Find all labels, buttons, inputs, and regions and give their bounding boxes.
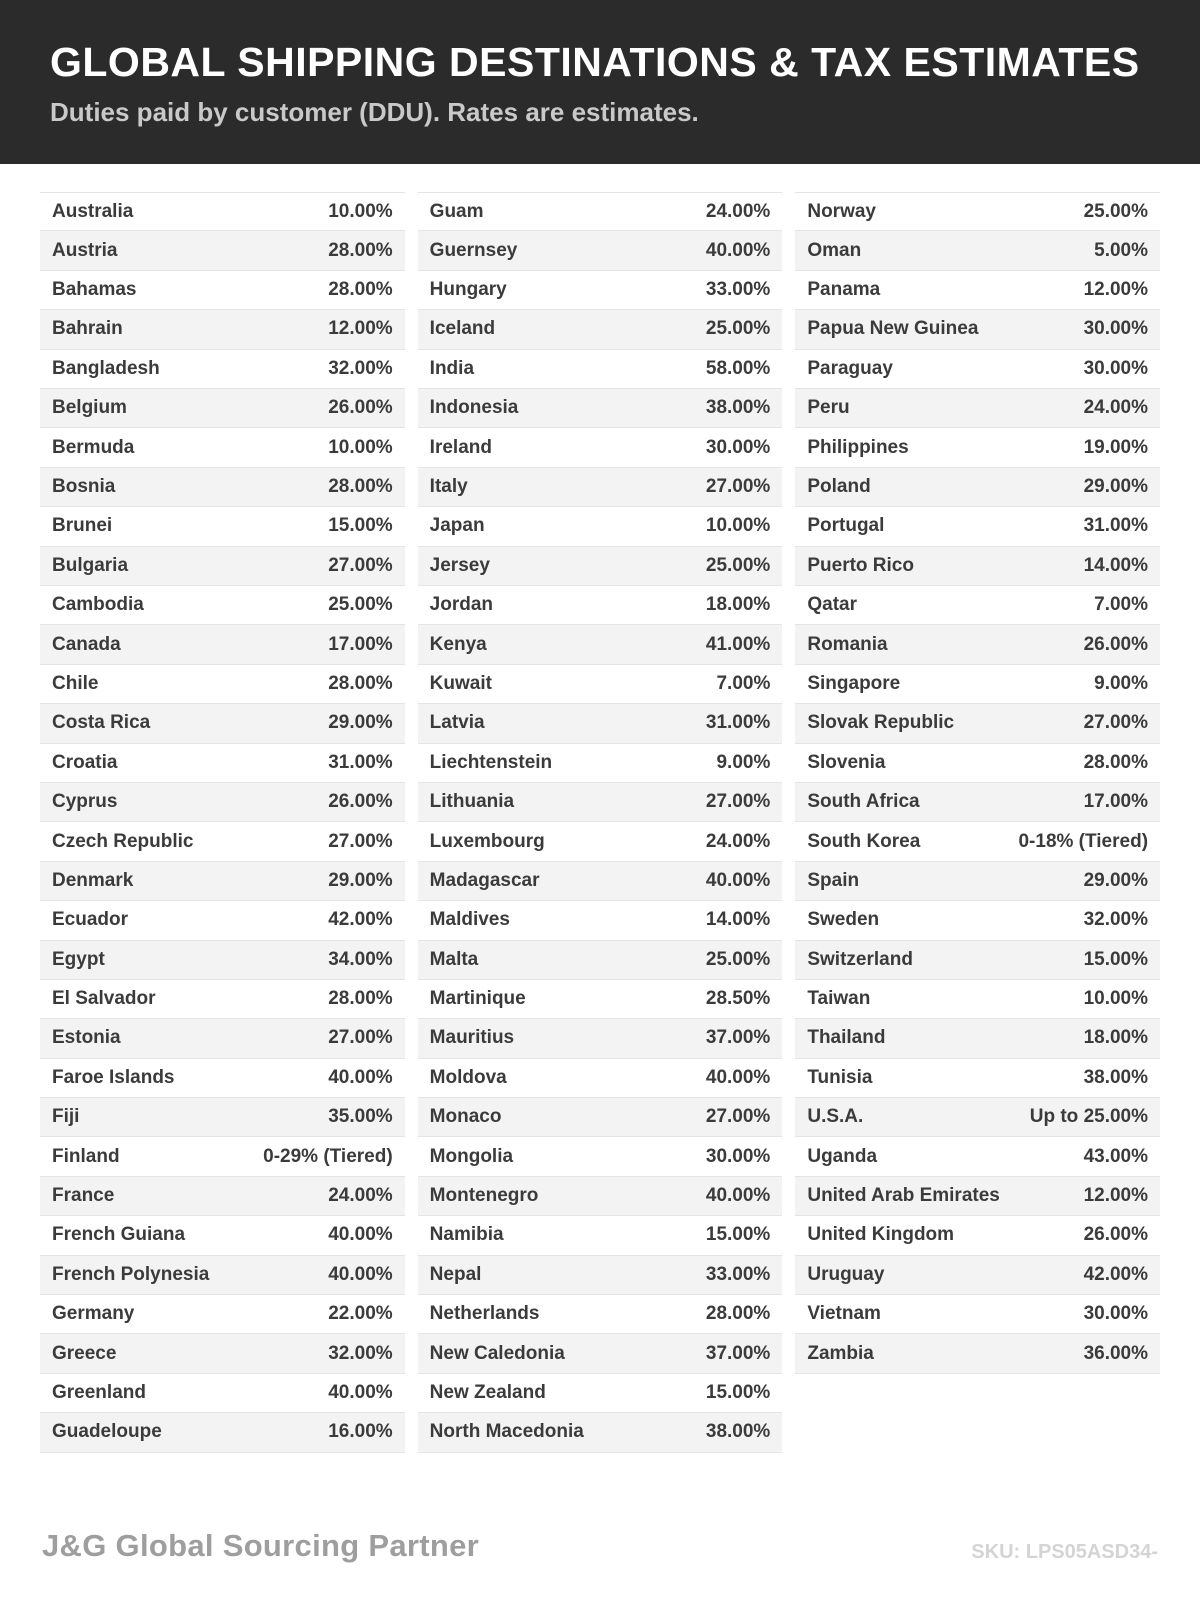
table-row [418, 271, 783, 310]
table-row [418, 1177, 783, 1216]
tax-rate: 27.00% [328, 554, 393, 576]
country-name: Ireland [429, 436, 492, 458]
tax-rate: 41.00% [705, 633, 771, 655]
tax-rate: 27.00% [705, 1106, 771, 1128]
tax-rate: 26.00% [328, 397, 393, 419]
tax-rate: 12.00% [328, 318, 393, 340]
table-row [418, 783, 783, 822]
country-name: Latvia [429, 712, 485, 734]
country-name: Japan [429, 515, 485, 537]
tax-rate: 42.00% [328, 909, 393, 931]
country-name: Jersey [429, 554, 490, 576]
country-name: Norway [807, 200, 876, 222]
country-name: Oman [807, 239, 862, 261]
country-name: Switzerland [807, 948, 913, 970]
tax-rate: 38.00% [705, 397, 771, 419]
table-row [40, 1059, 405, 1098]
table-row [418, 1413, 783, 1452]
tax-rate: 32.00% [328, 1342, 393, 1364]
table-row [418, 350, 783, 389]
table-row [40, 507, 405, 546]
country-name: Montenegro [429, 1185, 539, 1207]
country-name: Uruguay [807, 1263, 885, 1285]
tax-rate: 15.00% [705, 1382, 771, 1403]
tax-rate: 40.00% [328, 1263, 393, 1285]
tax-rate: 15.00% [705, 1224, 771, 1246]
table-row [795, 428, 1160, 467]
table-row [418, 468, 783, 507]
country-name: Tunisia [807, 1066, 873, 1088]
table-row [40, 389, 405, 428]
table-row [795, 980, 1160, 1019]
tax-rate: 7.00% [1094, 594, 1149, 616]
tax-rate: 19.00% [1083, 436, 1149, 458]
tax-rate: 25.00% [705, 948, 771, 970]
country-name: Chile [52, 672, 99, 694]
tax-rate: 42.00% [1083, 1263, 1149, 1285]
tax-rate: 40.00% [328, 1066, 393, 1088]
table-row [418, 1019, 783, 1058]
country-name: Cyprus [52, 791, 118, 813]
table-row [418, 428, 783, 467]
country-name: Singapore [807, 672, 901, 694]
tax-rate: 14.00% [1083, 554, 1149, 576]
tax-rate: 0-29% (Tiered) [263, 1145, 393, 1167]
country-name: South Africa [807, 791, 920, 813]
tax-rate: 30.00% [1083, 318, 1149, 340]
table-row [418, 822, 783, 861]
country-name: Costa Rica [52, 712, 151, 734]
tax-rate: 28.00% [328, 672, 393, 694]
tax-rate: 27.00% [705, 476, 771, 498]
table-row [40, 1256, 405, 1295]
table-row [795, 665, 1160, 704]
table-row [418, 1256, 783, 1295]
table-row [40, 665, 405, 704]
table-row [795, 941, 1160, 980]
tax-rate: 27.00% [328, 1027, 393, 1049]
country-name: Taiwan [807, 988, 871, 1010]
table-row [418, 547, 783, 586]
country-name: Moldova [429, 1066, 507, 1088]
table-row [40, 231, 405, 270]
table-row [418, 586, 783, 625]
table-row [40, 350, 405, 389]
tax-rate: 26.00% [1083, 1224, 1149, 1246]
tax-rate: 25.00% [705, 554, 771, 576]
country-name: Hungary [429, 279, 507, 301]
country-name: United Arab Emirates [807, 1185, 1000, 1207]
country-name: Denmark [52, 869, 134, 891]
table-row [418, 1059, 783, 1098]
country-name: Namibia [429, 1224, 504, 1246]
country-name: Bangladesh [52, 357, 160, 379]
table-row [40, 310, 405, 349]
country-name: El Salvador [52, 988, 156, 1010]
tax-rate: 17.00% [328, 633, 393, 655]
table-row [418, 704, 783, 743]
country-name: Germany [52, 1303, 135, 1325]
country-name: Cambodia [52, 594, 144, 616]
country-name: Uganda [807, 1145, 878, 1167]
tax-rate: 28.50% [705, 988, 771, 1010]
country-name: Egypt [52, 948, 105, 970]
tax-rate: 18.00% [705, 594, 771, 616]
country-name: Brunei [52, 515, 113, 537]
country-name: Slovak Republic [807, 712, 955, 734]
table-row [418, 1098, 783, 1137]
tax-rate: 28.00% [705, 1303, 771, 1325]
tax-rate: 10.00% [1083, 988, 1149, 1010]
country-name: Spain [807, 869, 860, 891]
table-row [795, 822, 1160, 861]
country-name: Iceland [429, 318, 496, 340]
tax-rate: 10.00% [328, 200, 393, 222]
sku-label: SKU: LPS05ASD34- [971, 1541, 1158, 1563]
tax-rate: 24.00% [705, 200, 771, 222]
tax-rate: 40.00% [328, 1224, 393, 1246]
tax-rate: 12.00% [1083, 1185, 1149, 1207]
tax-rate: 28.00% [328, 476, 393, 498]
country-name: Philippines [807, 436, 909, 458]
table-row [795, 704, 1160, 743]
tax-rate: 30.00% [705, 1145, 771, 1167]
country-name: Thailand [807, 1027, 886, 1049]
table-row [40, 822, 405, 861]
tax-rate: 24.00% [328, 1185, 393, 1207]
country-name: Guernsey [429, 239, 518, 261]
table-row [418, 941, 783, 980]
tax-rate: 31.00% [705, 712, 771, 734]
country-name: France [52, 1185, 115, 1207]
tax-rate: 24.00% [705, 830, 771, 852]
table-row [418, 744, 783, 783]
country-name: Qatar [807, 594, 857, 616]
table-row [795, 271, 1160, 310]
table-row [418, 1137, 783, 1176]
tax-rate: Up to 25.00% [1029, 1106, 1149, 1128]
tax-rate: 29.00% [328, 712, 393, 734]
table-row [795, 783, 1160, 822]
table-row [40, 783, 405, 822]
country-name: New Caledonia [429, 1342, 565, 1364]
country-name: Malta [429, 948, 479, 970]
table-row [40, 941, 405, 980]
country-name: Slovenia [807, 751, 886, 773]
tax-rate: 29.00% [1083, 476, 1149, 498]
table-row [795, 1216, 1160, 1255]
tax-rate: 28.00% [328, 988, 393, 1010]
rate-column [40, 192, 405, 1453]
tax-rate: 40.00% [705, 1066, 771, 1088]
country-name: French Guiana [52, 1224, 186, 1246]
country-name: United Kingdom [807, 1224, 955, 1246]
country-name: Maldives [429, 909, 510, 931]
country-name: North Macedonia [429, 1421, 584, 1443]
country-name: Puerto Rico [807, 554, 914, 576]
table-row [795, 468, 1160, 507]
country-name: Mauritius [429, 1027, 515, 1049]
tax-rate: 34.00% [328, 948, 393, 970]
tax-rate: 27.00% [705, 791, 771, 813]
table-row [40, 980, 405, 1019]
table-row [795, 1019, 1160, 1058]
table-row [418, 665, 783, 704]
table-row [795, 1098, 1160, 1137]
country-name: Kuwait [429, 672, 492, 694]
tax-rate: 28.00% [328, 279, 393, 301]
tax-rate: 9.00% [716, 751, 771, 773]
table-row [40, 862, 405, 901]
table-row [40, 901, 405, 940]
country-name: Zambia [807, 1342, 874, 1364]
country-name: Greece [52, 1342, 117, 1364]
country-name: Fiji [52, 1106, 80, 1128]
country-name: Madagascar [429, 869, 540, 891]
tax-rate: 32.00% [328, 357, 393, 379]
table-row [795, 1256, 1160, 1295]
table-row [795, 1295, 1160, 1334]
tax-rate: 28.00% [1083, 751, 1149, 773]
tax-rate: 27.00% [1083, 712, 1149, 734]
country-name: Mongolia [429, 1145, 514, 1167]
table-row [40, 1019, 405, 1058]
table-row [40, 1374, 405, 1413]
tax-rate: 31.00% [1083, 515, 1149, 537]
table-row [418, 625, 783, 664]
table-row [795, 901, 1160, 940]
tax-rate: 7.00% [716, 672, 771, 694]
table-row [418, 192, 783, 231]
country-name: Martinique [429, 988, 526, 1010]
country-name: Netherlands [429, 1303, 540, 1325]
table-row [795, 350, 1160, 389]
country-name: Italy [429, 476, 468, 498]
table-row [418, 389, 783, 428]
table-row [795, 507, 1160, 546]
tax-rate: 25.00% [328, 594, 393, 616]
country-name: New Zealand [429, 1382, 546, 1403]
country-name: Peru [807, 397, 850, 419]
tax-rate: 14.00% [705, 909, 771, 931]
country-name: Paraguay [807, 357, 893, 379]
country-name: Monaco [429, 1106, 502, 1128]
table-row [40, 1137, 405, 1176]
tax-rate: 40.00% [705, 1185, 771, 1207]
table-row [40, 744, 405, 783]
table-row [418, 1374, 783, 1413]
tax-rate: 29.00% [328, 869, 393, 891]
table-row [418, 310, 783, 349]
tax-rate: 38.00% [705, 1421, 771, 1443]
tax-rate: 33.00% [705, 279, 771, 301]
table-row [40, 271, 405, 310]
tax-rate: 15.00% [328, 515, 393, 537]
tax-rate: 0-18% (Tiered) [1018, 830, 1149, 852]
tax-rate: 31.00% [328, 751, 393, 773]
tax-rate: 24.00% [1083, 397, 1149, 419]
tax-rate: 43.00% [1083, 1145, 1149, 1167]
tax-rate: 32.00% [1083, 909, 1149, 931]
table-row [40, 1177, 405, 1216]
table-row [418, 901, 783, 940]
table-row [40, 428, 405, 467]
country-name: Sweden [807, 909, 880, 931]
country-name: Bahamas [52, 279, 137, 301]
tax-rate: 17.00% [1083, 791, 1149, 813]
table-row [795, 547, 1160, 586]
table-row [418, 507, 783, 546]
table-row [40, 547, 405, 586]
table-row [795, 744, 1160, 783]
country-name: Bermuda [52, 436, 135, 458]
tax-rate: 18.00% [1083, 1027, 1149, 1049]
rate-column [795, 192, 1160, 1374]
page-header [0, 0, 1200, 164]
tax-rate: 40.00% [705, 239, 771, 261]
table-row [795, 1334, 1160, 1373]
table-row [40, 192, 405, 231]
table-row [418, 862, 783, 901]
tax-rate: 30.00% [1083, 1303, 1149, 1325]
tax-rate: 30.00% [705, 436, 771, 458]
country-name: Kenya [429, 633, 487, 655]
table-row [795, 1177, 1160, 1216]
country-name: South Korea [807, 830, 921, 852]
country-name: Panama [807, 279, 881, 301]
table-row [795, 310, 1160, 349]
tax-rate: 27.00% [328, 830, 393, 852]
tax-rate: 22.00% [328, 1303, 393, 1325]
table-row [795, 231, 1160, 270]
country-name: Bosnia [52, 476, 116, 498]
tax-rate: 26.00% [328, 791, 393, 813]
rates-table [0, 164, 1200, 1453]
table-row [418, 231, 783, 270]
country-name: Nepal [429, 1263, 482, 1285]
tax-rate: 33.00% [705, 1263, 771, 1285]
tax-rate: 15.00% [1083, 948, 1149, 970]
page-subtitle: Duties paid by customer (DDU). Rates are estimates. [50, 97, 699, 128]
rate-column [418, 192, 783, 1453]
country-name: Jordan [429, 594, 494, 616]
tax-rate: 12.00% [1083, 279, 1149, 301]
country-name: Australia [52, 200, 134, 222]
country-name: Greenland [52, 1382, 146, 1403]
country-name: Luxembourg [429, 830, 545, 852]
table-row [795, 862, 1160, 901]
table-row [418, 980, 783, 1019]
country-name: French Polynesia [52, 1263, 210, 1285]
table-row [418, 1295, 783, 1334]
tax-rate: 37.00% [705, 1027, 771, 1049]
country-name: Finland [52, 1145, 120, 1167]
country-name: Austria [52, 239, 118, 261]
tax-rate: 40.00% [328, 1382, 393, 1403]
page-footer [0, 1528, 1200, 1600]
country-name: Bahrain [52, 318, 123, 340]
table-row [418, 1334, 783, 1373]
tax-rate: 10.00% [705, 515, 771, 537]
country-name: Indonesia [429, 397, 519, 419]
tax-rate: 16.00% [328, 1421, 393, 1443]
country-name: Croatia [52, 751, 118, 773]
tax-rate: 30.00% [1083, 357, 1149, 379]
tax-rate: 36.00% [1083, 1342, 1149, 1364]
table-row [40, 704, 405, 743]
tax-rate: 35.00% [328, 1106, 393, 1128]
table-row [40, 1413, 405, 1452]
table-row [40, 1334, 405, 1373]
table-row [418, 1216, 783, 1255]
tax-rate: 5.00% [1094, 239, 1149, 261]
country-name: Vietnam [807, 1303, 881, 1325]
country-name: Bulgaria [52, 554, 129, 576]
table-row [40, 1216, 405, 1255]
table-row [795, 586, 1160, 625]
country-name: U.S.A. [807, 1106, 864, 1128]
country-name: Estonia [52, 1027, 121, 1049]
country-name: Portugal [807, 515, 885, 537]
country-name: Liechtenstein [429, 751, 553, 773]
country-name: Ecuador [52, 909, 129, 931]
country-name: Lithuania [429, 791, 515, 813]
table-row [40, 625, 405, 664]
page-title: GLOBAL SHIPPING DESTINATIONS & TAX ESTIMATES [50, 39, 1140, 85]
tax-rate: 38.00% [1083, 1066, 1149, 1088]
tax-rate: 40.00% [705, 869, 771, 891]
country-name: Poland [807, 476, 871, 498]
table-row [795, 1059, 1160, 1098]
tax-rate: 25.00% [705, 318, 771, 340]
country-name: Romania [807, 633, 888, 655]
tax-rate: 29.00% [1083, 869, 1149, 891]
table-row [795, 625, 1160, 664]
tax-rate: 9.00% [1094, 672, 1149, 694]
table-row [40, 1295, 405, 1334]
country-name: Czech Republic [52, 830, 194, 852]
table-row [40, 586, 405, 625]
country-name: India [429, 357, 475, 379]
tax-rate: 26.00% [1083, 633, 1149, 655]
tax-rate: 58.00% [705, 357, 771, 379]
table-row [40, 1098, 405, 1137]
tax-rate: 28.00% [328, 239, 393, 261]
country-name: Canada [52, 633, 121, 655]
table-row [795, 389, 1160, 428]
table-row [40, 468, 405, 507]
country-name: Papua New Guinea [807, 318, 979, 340]
tax-rate: 10.00% [328, 436, 393, 458]
tax-rate: 25.00% [1083, 200, 1149, 222]
country-name: Belgium [52, 397, 127, 419]
table-row [795, 1137, 1160, 1176]
tax-rate: 37.00% [705, 1342, 771, 1364]
table-row [795, 192, 1160, 231]
country-name: Guadeloupe [52, 1421, 162, 1443]
brand-name: J&G Global Sourcing Partner [42, 1528, 480, 1563]
country-name: Faroe Islands [52, 1066, 175, 1088]
country-name: Guam [429, 200, 484, 222]
